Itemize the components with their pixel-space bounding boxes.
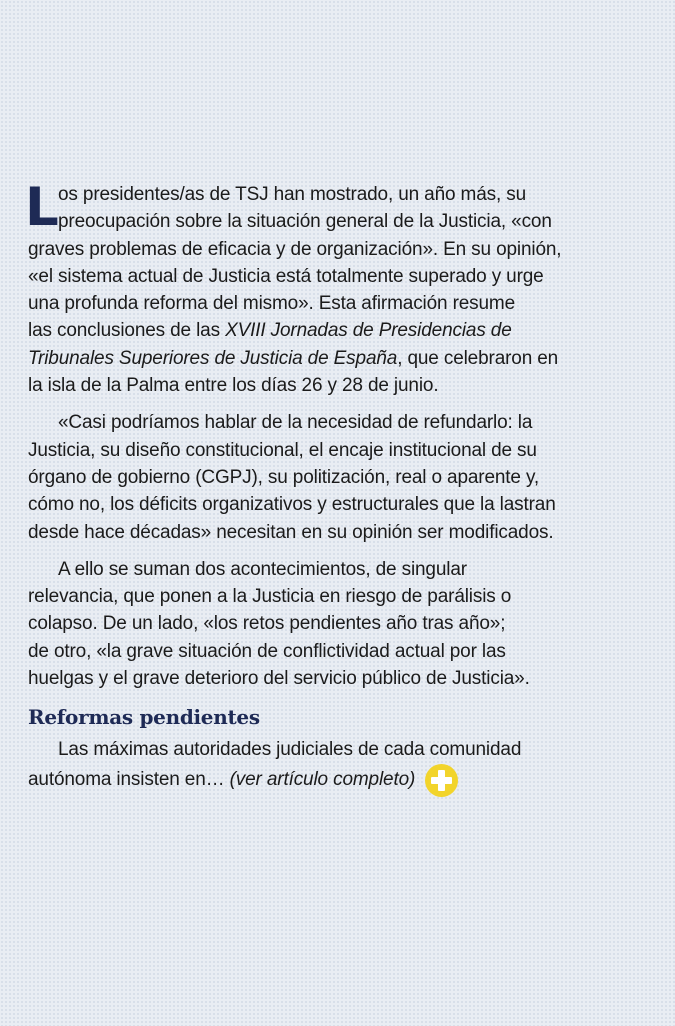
text-line: colapso. De un lado, «los retos pendientes año tras año»; bbox=[28, 613, 506, 635]
text-line: graves problemas de eficacia y de organización». En su opinión, bbox=[28, 238, 562, 260]
text-line: la isla de la Palma entre los días 26 y 28 de junio. bbox=[28, 375, 439, 397]
section-heading: Reformas pendientes bbox=[28, 705, 260, 730]
read-more-link[interactable]: (ver artículo completo) bbox=[229, 768, 416, 790]
text-line: preocupación sobre la situación general de la Justicia, «con bbox=[58, 211, 552, 233]
text-line: huelgas y el grave deterioro del servicio público de Justicia». bbox=[28, 668, 530, 690]
text-line: os presidentes/as de TSJ han mostrado, un año más, su bbox=[58, 184, 527, 205]
text-run: autónoma insisten en… bbox=[28, 768, 230, 790]
text-line: una profunda reforma del mismo». Esta afirmación resume bbox=[28, 293, 516, 315]
article-body bbox=[25, 177, 640, 797]
text-line: desde hace décadas» necesitan en su opinión ser modificados. bbox=[28, 521, 554, 543]
text-line: «el sistema actual de Justicia está totalmente superado y urge bbox=[28, 265, 544, 287]
text-line: «Casi podríamos hablar de la necesidad de refundarlo: la bbox=[58, 412, 533, 434]
text-line: relevancia, que ponen a la Justicia en riesgo de parálisis o bbox=[28, 586, 512, 608]
text-line: Las máximas autoridades judiciales de cada comunidad bbox=[58, 739, 522, 761]
plus-circle-icon[interactable] bbox=[425, 764, 458, 797]
text-line: cómo no, los déficits organizativos y estructurales que la lastran bbox=[28, 494, 556, 516]
text-line: A ello se suman dos acontecimientos, de singular bbox=[58, 558, 467, 580]
text-line: de otro, «la grave situación de conflictividad actual por las bbox=[28, 640, 506, 662]
paragraph-3 bbox=[28, 556, 640, 692]
text-run: las conclusiones de las bbox=[28, 320, 226, 342]
text-line bbox=[28, 764, 640, 797]
intro-paragraph bbox=[25, 177, 640, 399]
text-line: Justicia, su diseño constitucional, el encaje institucional de su bbox=[28, 439, 537, 461]
text-line bbox=[28, 317, 640, 344]
event-name-part1: XVIII Jornadas de Presidencias de bbox=[225, 320, 512, 342]
paragraph-2 bbox=[28, 409, 640, 545]
drop-cap: L bbox=[25, 177, 59, 238]
text-line: órgano de gobierno (CGPJ), su politización, real o aparente y, bbox=[28, 466, 540, 488]
event-name-part2: Tribunales Superiores de Justicia de España bbox=[28, 347, 398, 369]
text-run: , que celebraron en bbox=[397, 347, 559, 369]
paragraph-4 bbox=[28, 736, 640, 796]
text-line bbox=[28, 345, 640, 372]
